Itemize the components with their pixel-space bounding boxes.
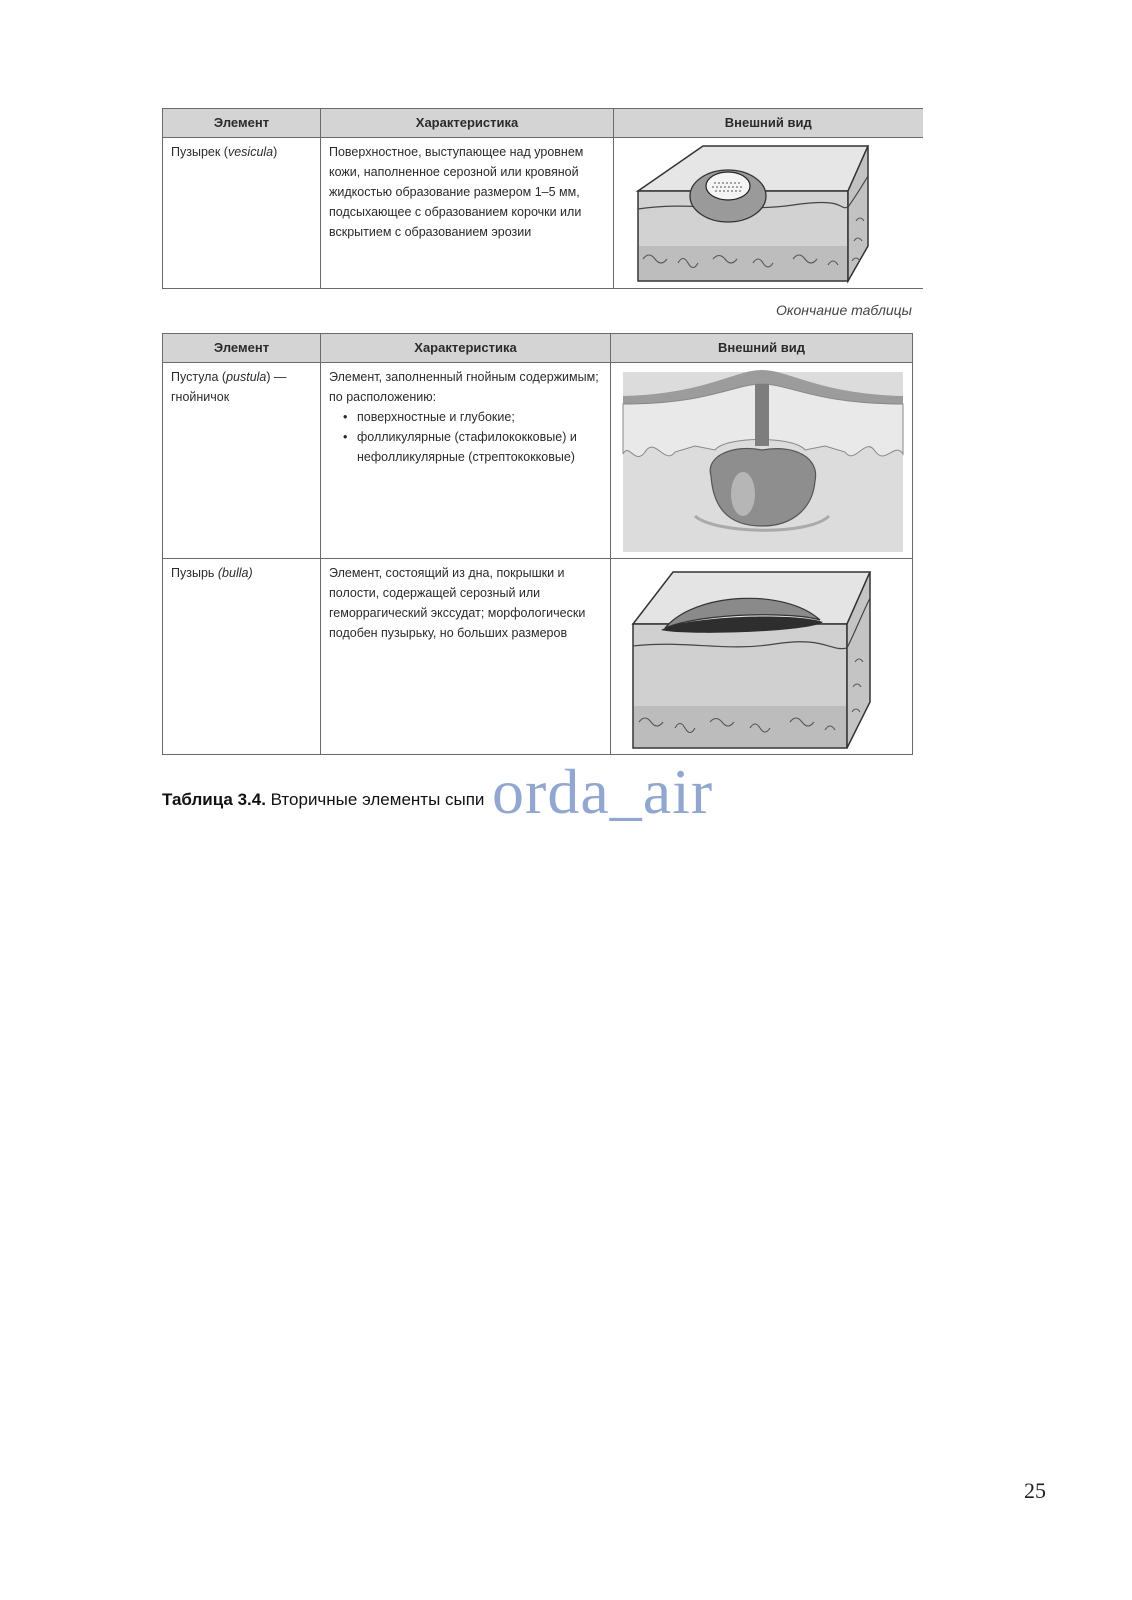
table-vesicula: [162, 108, 923, 289]
pustula-cross-section-image: [615, 366, 909, 554]
list-item: • фолликулярные (стафилококковые) и нефолликулярные (стрептококковые): [357, 427, 602, 467]
table-header-row: [163, 334, 913, 363]
continuation-note: Окончание таблицы: [775, 302, 912, 318]
caption-label: Таблица 3.4.: [162, 790, 266, 809]
element-suffix: ) — гнойничок: [171, 370, 287, 404]
element-latin: pustula: [226, 370, 267, 384]
caption-text: Вторичные элементы сыпи: [265, 790, 485, 809]
vesicula-illustration: [614, 138, 923, 289]
element-cell: [163, 559, 321, 755]
list-item: • поверхностные и глубокие;: [357, 407, 602, 427]
table-row: [163, 363, 913, 559]
pustula-illustration: [611, 363, 913, 559]
table-pustula-bulla: [162, 333, 913, 755]
page-number: 25: [1024, 1478, 1046, 1503]
element-cell: [163, 363, 321, 559]
description-cell: Элемент, состоящий из дна, покрышки и полости, содержащей серозный или геморрагический экссудат; морфологически подобен пузырьку, но больших размеров: [321, 559, 611, 755]
bulla-illustration: [611, 559, 913, 755]
header-characteristic: Характеристика: [321, 334, 611, 363]
bulla-skin-block-image: [615, 562, 909, 750]
element-name: Пузырек (: [171, 145, 228, 159]
table-caption: [162, 790, 484, 810]
description-cell: [321, 363, 611, 559]
table-row: [163, 559, 913, 755]
vesicula-skin-block-image: [618, 141, 918, 285]
header-characteristic: Характеристика: [321, 109, 614, 138]
element-close: ): [273, 145, 278, 159]
element-cell: [163, 138, 321, 289]
element-name: Пустула (: [171, 370, 227, 384]
element-latin: vesicula: [227, 145, 274, 159]
header-appearance: Внешний вид: [614, 109, 923, 138]
header-element: Элемент: [163, 109, 321, 138]
header-element: Элемент: [163, 334, 321, 363]
watermark: orda_air: [492, 756, 714, 827]
element-latin: (bulla): [217, 566, 253, 580]
table-row: [163, 138, 923, 289]
element-name: Пузырь: [171, 566, 218, 580]
description-cell: Поверхностное, выступающее над уровнем кожи, наполненное серозной или кровяной жидкостью образование размером 1–5 мм, подсыхающее с образованием корочки или вскрытием с образованием эрозии: [321, 138, 614, 289]
bullet-list: [329, 407, 602, 467]
header-appearance: Внешний вид: [611, 334, 913, 363]
description-text: Элемент, заполненный гнойным содержимым; по расположению:: [329, 370, 599, 404]
table-header-row: [163, 109, 923, 138]
